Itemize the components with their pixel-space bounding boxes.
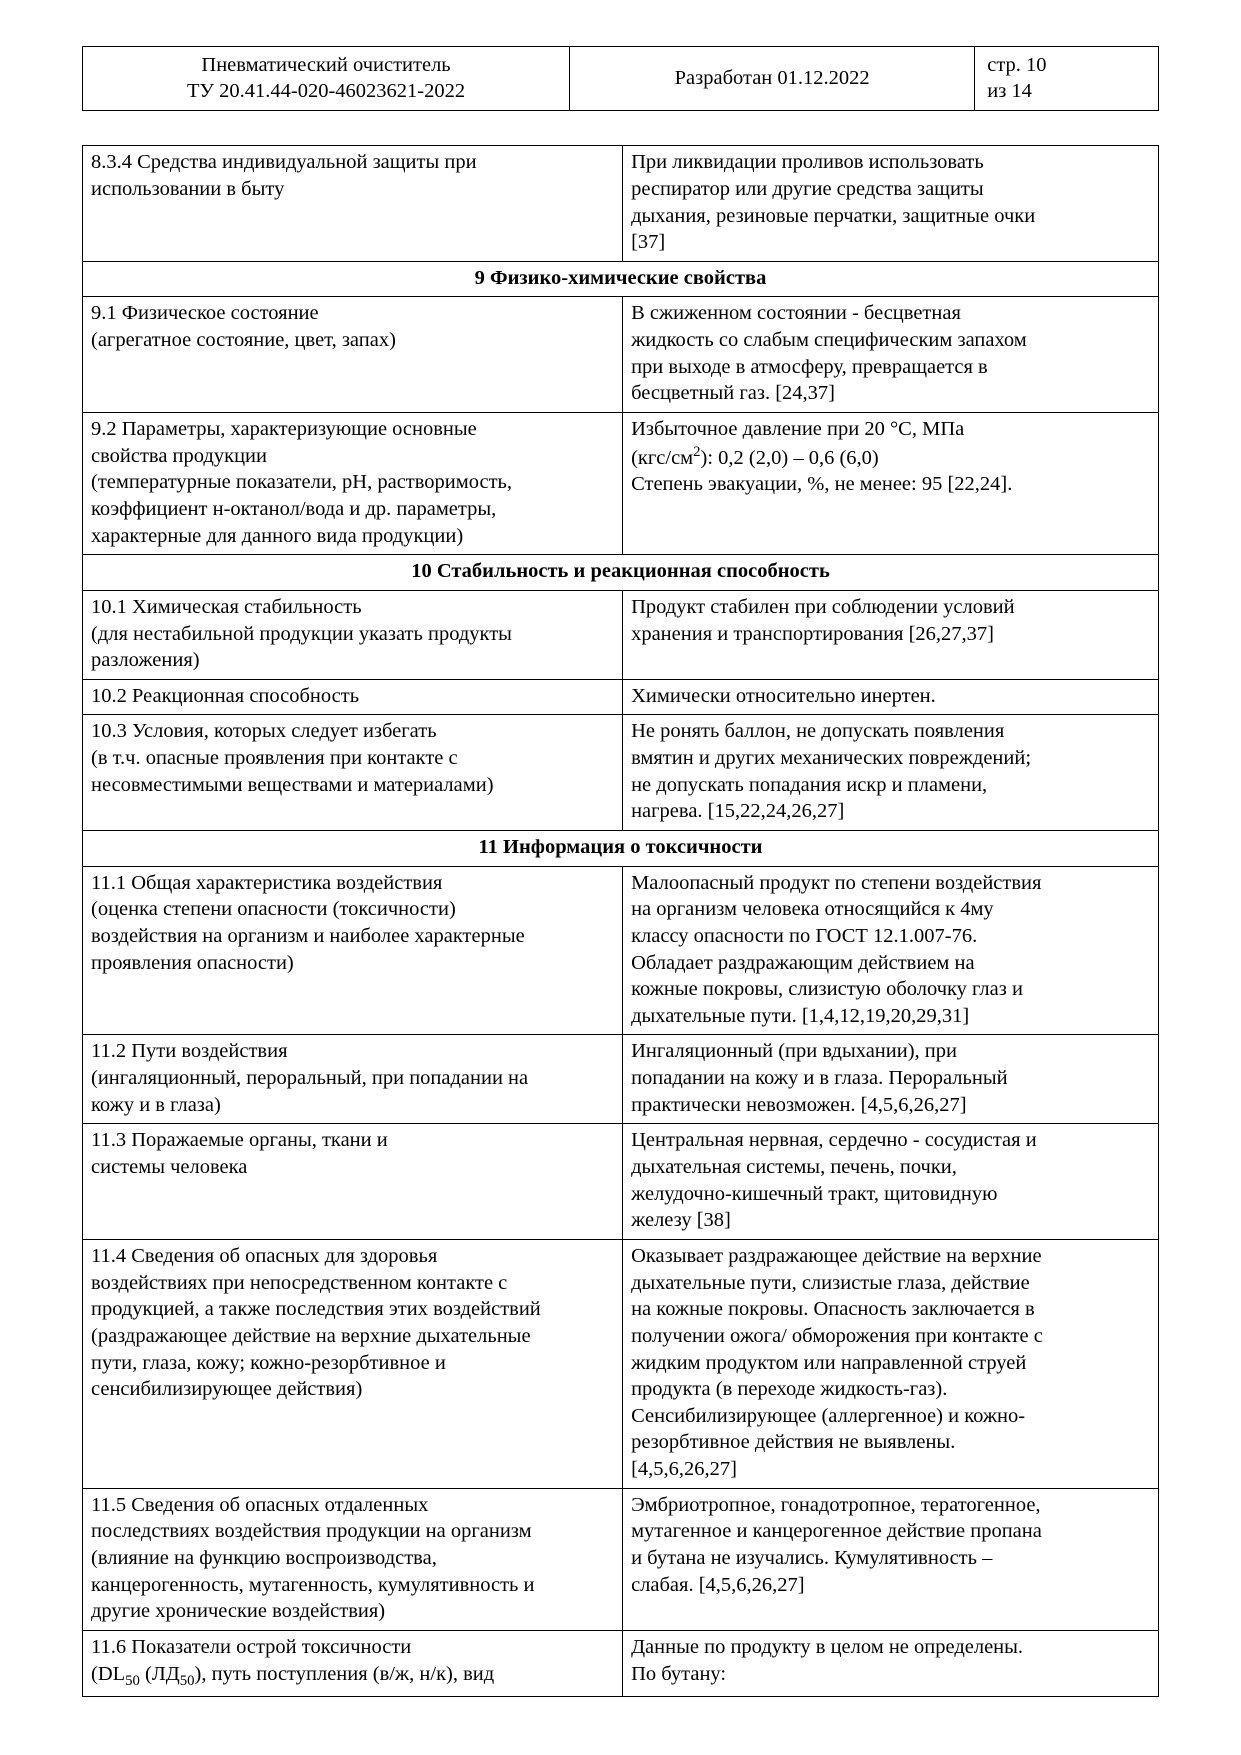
row-label-cell <box>83 297 623 413</box>
row-label-line: воздействия на организм и наиболее характерные <box>91 924 525 947</box>
row-value-line: дыхательные пути. [1,4,12,19,20,29,31] <box>631 1004 970 1027</box>
row-value-line: Эмбриотропное, гонадотропное, тератогенное, <box>631 1493 1041 1516</box>
row-label-line: 8.3.4 Средства индивидуальной защиты при <box>91 151 477 174</box>
row-value-line: железу [38] <box>631 1209 731 1232</box>
row-label-line: 10.2 Реакционная способность <box>91 684 360 707</box>
row-value-line: кожные покровы, слизистую оболочку глаз и <box>631 978 1023 1001</box>
section-heading: 10 Стабильность и реакционная способность <box>83 555 1159 591</box>
header-product-cell <box>83 47 570 111</box>
row-label-line: (для нестабильной продукции указать продукты <box>91 622 512 645</box>
row-label-line: характерные для данного вида продукции) <box>91 524 464 547</box>
row-label-cell <box>83 1035 623 1124</box>
row-label-line: кожу и в глаза) <box>91 1093 221 1116</box>
row-label-line: проявления опасности) <box>91 951 294 974</box>
row-label-line: системы человека <box>91 1156 248 1179</box>
row-label-line: другие хронические воздействия) <box>91 1600 386 1623</box>
row-value-line: Продукт стабилен при соблюдении условий <box>631 595 1015 618</box>
section-heading-row <box>83 830 1159 866</box>
header-row <box>83 47 1159 111</box>
row-label-line: разложения) <box>91 649 200 672</box>
header-developed-date: Разработан 01.12.2022 <box>570 47 975 111</box>
row-value-cell <box>623 1124 1159 1240</box>
row-value-line: хранения и транспортирования [26,27,37] <box>631 622 995 645</box>
header-spec-code: ТУ 20.41.44-020-46023621-2022 <box>186 79 466 102</box>
row-value-line: Малоопасный продукт по степени воздействия <box>631 871 1042 894</box>
row-value-line: При ликвидации проливов использовать <box>631 151 984 174</box>
row-value-line: и бутана не изучались. Кумулятивность – <box>631 1547 993 1569</box>
row-value-cell <box>623 297 1159 413</box>
row-label-line: 9.1 Физическое состояние <box>91 302 319 325</box>
row-value-cell <box>623 1035 1159 1124</box>
row-label-cell <box>83 1239 623 1488</box>
row-value-line: при выходе в атмосферу, превращается в <box>631 355 988 378</box>
row-value-line: на кожные покровы. Опасность заключается в <box>631 1298 1035 1321</box>
row-value-line: Не ронять баллон, не допускать появления <box>631 720 1005 743</box>
row-label-cell <box>83 1124 623 1240</box>
row-label-line: (в т.ч. опасные проявления при контакте с <box>91 747 458 770</box>
row-label-line: 9.2 Параметры, характеризующие основные <box>91 418 477 441</box>
row-value-line: Химически относительно инертен. <box>631 684 936 707</box>
row-label-line: сенсибилизирующее действия) <box>91 1378 363 1401</box>
row-label-line: (оценка степени опасности (токсичности) <box>91 898 456 921</box>
row-value-line: дыхания, резиновые перчатки, защитные очки <box>631 204 1036 227</box>
row-label-line: (температурные показатели, рН, растворимость, <box>91 471 513 494</box>
row-value-line: [37] <box>631 231 666 254</box>
row-label-line: 11.4 Сведения об опасных для здоровья <box>91 1244 438 1267</box>
row-label-line: коэффициент н-октанол/вода и др. параметры, <box>91 497 497 520</box>
table-row <box>83 1124 1159 1240</box>
table-row <box>83 413 1159 555</box>
row-value-line: жидким продуктом или направленной струей <box>631 1351 1027 1374</box>
section-heading-row <box>83 261 1159 297</box>
table-row <box>83 866 1159 1035</box>
table-row <box>83 297 1159 413</box>
row-label-line: (влияние на функцию воспроизводства, <box>91 1547 437 1569</box>
row-value-line: на организм человека относящийся к 4му <box>631 898 994 921</box>
table-row <box>83 1630 1159 1696</box>
row-value-line: Сенсибилизирующее (аллергенное) и кожно- <box>631 1404 1026 1427</box>
row-value-line: желудочно-кишечный тракт, щитовидную <box>631 1182 998 1205</box>
row-value-cell <box>623 866 1159 1035</box>
row-value-line: Обладает раздражающим действием на <box>631 951 975 974</box>
row-label-cell <box>83 1488 623 1630</box>
row-value-line: [4,5,6,26,27] <box>631 1458 737 1481</box>
row-label-line: 11.1 Общая характеристика воздействия <box>91 871 443 894</box>
row-label-line: использовании в быту <box>91 177 285 200</box>
row-value-cell <box>623 590 1159 679</box>
row-label-line: 10.1 Химическая стабильность <box>91 595 362 618</box>
page-header-table <box>82 46 1159 111</box>
row-label-line: пути, глаза, кожу; кожно-резорбтивное и <box>91 1351 446 1374</box>
section-heading: 9 Физико-химические свойства <box>83 261 1159 297</box>
row-label-line: продукцией, а также последствия этих воздействий <box>91 1298 541 1321</box>
row-value-line: резорбтивное действия не выявлены. <box>631 1431 956 1454</box>
header-page-number-cell <box>975 47 1159 111</box>
row-value-line: мутагенное и канцерогенное действие пропана <box>631 1520 1042 1543</box>
table-row <box>83 679 1159 715</box>
row-value-line: не допускать попадания искр и пламени, <box>631 773 988 796</box>
row-label-line: (раздражающее действие на верхние дыхательные <box>91 1324 531 1347</box>
row-value-cell <box>623 679 1159 715</box>
row-label-cell <box>83 146 623 262</box>
row-value-line: нагрева. [15,22,24,26,27] <box>631 800 845 823</box>
row-label-line: несовместимыми веществами и материалами) <box>91 773 494 796</box>
row-value-line: респиратор или другие средства защиты <box>631 177 984 200</box>
section-heading-row <box>83 555 1159 591</box>
row-value-line: получении ожога/ обморожения при контакте с <box>631 1324 1043 1347</box>
row-value-line: продукта (в переходе жидкость-газ). <box>631 1378 948 1401</box>
row-value-line: слабая. [4,5,6,26,27] <box>631 1573 805 1596</box>
section-heading: 11 Информация о токсичности <box>83 830 1159 866</box>
table-row <box>83 146 1159 262</box>
row-label-line: (агрегатное состояние, цвет, запах) <box>91 329 396 352</box>
row-label-line: 11.2 Пути воздействия <box>91 1040 288 1063</box>
row-label-line: канцерогенность, мутагенность, кумулятивность и <box>91 1573 535 1596</box>
row-value-cell: Избыточное давление при 20 °С, МПа $(кгс/см^2)$: 0,2 (2,0) – 0,6 (6,0) Степень эвакуации, %, не менее: 95 [22,24]. <box>623 413 1159 555</box>
row-value-line: бесцветный газ. [24,37] <box>631 382 836 405</box>
row-value-line: Оказывает раздражающее действие на верхние <box>631 1244 1042 1267</box>
row-label-cell <box>83 413 623 555</box>
row-value-line: практически невозможен. [4,5,6,26,27] <box>631 1093 967 1116</box>
row-label-cell <box>83 715 623 831</box>
page-number: стр. 10 <box>987 54 1047 76</box>
row-value-cell <box>623 1488 1159 1630</box>
row-value-line: дыхательная системы, печень, почки, <box>631 1156 957 1179</box>
row-label-line: (ингаляционный, пероральный, при попадании на <box>91 1067 529 1090</box>
row-label-line: свойства продукции <box>91 444 267 467</box>
row-value-line: Центральная нервная, сердечно - сосудистая и <box>631 1129 1037 1152</box>
row-value-line: Ингаляционный (при вдыхании), при <box>631 1040 957 1063</box>
row-label-line: 11.5 Сведения об опасных отдаленных <box>91 1493 429 1516</box>
row-value-line: жидкость со слабым специфическим запахом <box>631 329 1027 352</box>
row-value-cell <box>623 715 1159 831</box>
row-label-cell <box>83 679 623 715</box>
table-row <box>83 1239 1159 1488</box>
row-value-line: В сжиженном состоянии - бесцветная <box>631 302 961 325</box>
table-row <box>83 1035 1159 1124</box>
row-value-line: вмятин и других механических повреждений; <box>631 747 1032 770</box>
row-label-line: воздействиях при непосредственном контакте с <box>91 1271 508 1294</box>
row-label-cell: 11.6 Показатели острой токсичности ($DL_{50}$ $(ЛД_{50})$, путь поступления (в/ж, н/к), вид <box>83 1630 623 1696</box>
table-row <box>83 590 1159 679</box>
row-label-line: 11.3 Поражаемые органы, ткани и <box>91 1129 388 1152</box>
row-value-cell <box>623 1239 1159 1488</box>
row-value-line: попадании на кожу и в глаза. Пероральный <box>631 1067 1008 1090</box>
row-value-cell <box>623 146 1159 262</box>
row-value-line: дыхательные пути, слизистые глаза, действие <box>631 1271 1030 1294</box>
row-label-cell <box>83 866 623 1035</box>
row-value-cell: Данные по продукту в целом не определены. По бутану: <box>623 1630 1159 1696</box>
page-total: из 14 <box>987 79 1032 102</box>
row-value-line: классу опасности по ГОСТ 12.1.007-76. <box>631 924 978 947</box>
row-label-line: 10.3 Условия, которых следует избегать <box>91 720 437 743</box>
table-row <box>83 715 1159 831</box>
table-row <box>83 1488 1159 1630</box>
row-label-line: последствиях воздействия продукции на организм <box>91 1520 532 1543</box>
row-label-cell <box>83 590 623 679</box>
header-product-name: Пневматический очиститель <box>201 54 451 76</box>
safety-data-sheet-table <box>82 145 1159 1697</box>
